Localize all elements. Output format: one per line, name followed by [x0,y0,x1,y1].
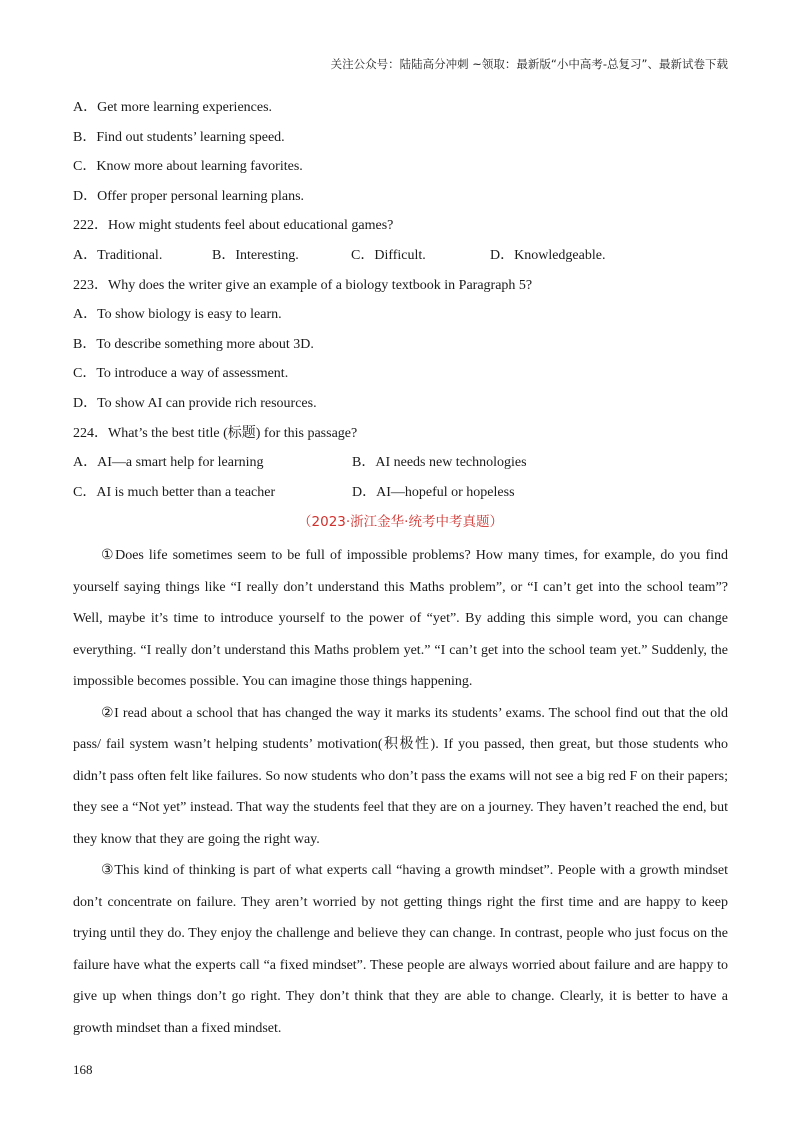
passage-paragraph-1: ①Does life sometimes seem to be full of impossible problems? How many times, for example, do you find yourself saying things like “I really don’t understand this Maths problem”, or “I can’t get into the school team”? Well, maybe it’s time to introduce yourself to the power of “yet”. By adding this simple word, you can change everything. “I really don’t understand this Maths problem yet.” “I can’t get into the school team yet.” Suddenly, the impossible becomes possible. You can imagine those things happening. [73,548,728,690]
q223-option-a: A．To show biology is easy to learn. [73,307,282,323]
q224-option-c: C．AI is much better than a teacher [73,484,276,500]
q221-option-d: D．Offer proper personal learning plans. [73,188,305,204]
q224-option-a: A．AI—a smart help for learning [73,455,264,471]
q222-option-d: D．Knowledgeable. [490,247,606,263]
q222-options [73,244,728,274]
q223-stem: 223．Why does the writer give an example of a biology textbook in Paragraph 5? [73,277,533,293]
q221-option-a: A．Get more learning experiences. [73,100,273,115]
passage-paragraph-3: ③This kind of thinking is part of what experts call “having a growth mindset”. People with a growth mindset don’t concentrate on failure. They aren’t worried by not getting things right the first time and are happy to keep trying until they do. They enjoy the challenge and believe they can change. In contrast, people who just focus on the failure have what the experts call “a fixed mindset”. These people are always worried about failure and are happy to give up when things don’t go right. They don’t think that they are able to change. Clearly, it is better to have a growth mindset than a fixed mindset. [73,863,728,1036]
page-content [73,96,728,1044]
q222-option-b: B．Interesting. [212,247,299,263]
q224-option-d: D．AI—hopeful or hopeless [352,484,515,500]
q222-option-c: C．Difficult. [351,247,426,263]
q222-stem: 222．How might students feel about educational games? [73,218,394,234]
q224-stem: 224．What’s the best title (标题) for this passage? [73,425,358,441]
q224-options-row1 [73,451,728,481]
q222-option-a: A．Traditional. [73,247,163,263]
q224-options-row2 [73,481,728,511]
q223-option-d: D．To show AI can provide rich resources. [73,395,317,411]
q223-option-b: B．To describe something more about 3D. [73,336,314,352]
source-label: （2023·浙江金华·统考中考真题） [298,514,503,531]
passage-paragraph-2: ②I read about a school that has changed the way it marks its students’ exams. The school find out that the old pass/ fail system wasn’t helping students’ motivation(积极性). If you passed, then great, but those students who didn’t pass often felt like failures. So now students who don’t pass the exams will not see a big red F on their papers; they see a “Not yet” instead. That way the students feel that they are on a journey. They haven’t reached the end, but they know that they are going the right way. [73,705,728,847]
q221-option-c: C．Know more about learning favorites. [73,159,303,175]
q221-option-b: B．Find out students’ learning speed. [73,129,285,145]
q224-option-b: B．AI needs new technologies [352,455,527,471]
page-number: 168 [73,1062,93,1077]
page-header: 关注公众号：陆陆高分冲刺 ~领取：最新版“小中高考-总复习”、最新试卷下载 [330,57,728,71]
q223-option-c: C．To introduce a way of assessment. [73,366,289,382]
